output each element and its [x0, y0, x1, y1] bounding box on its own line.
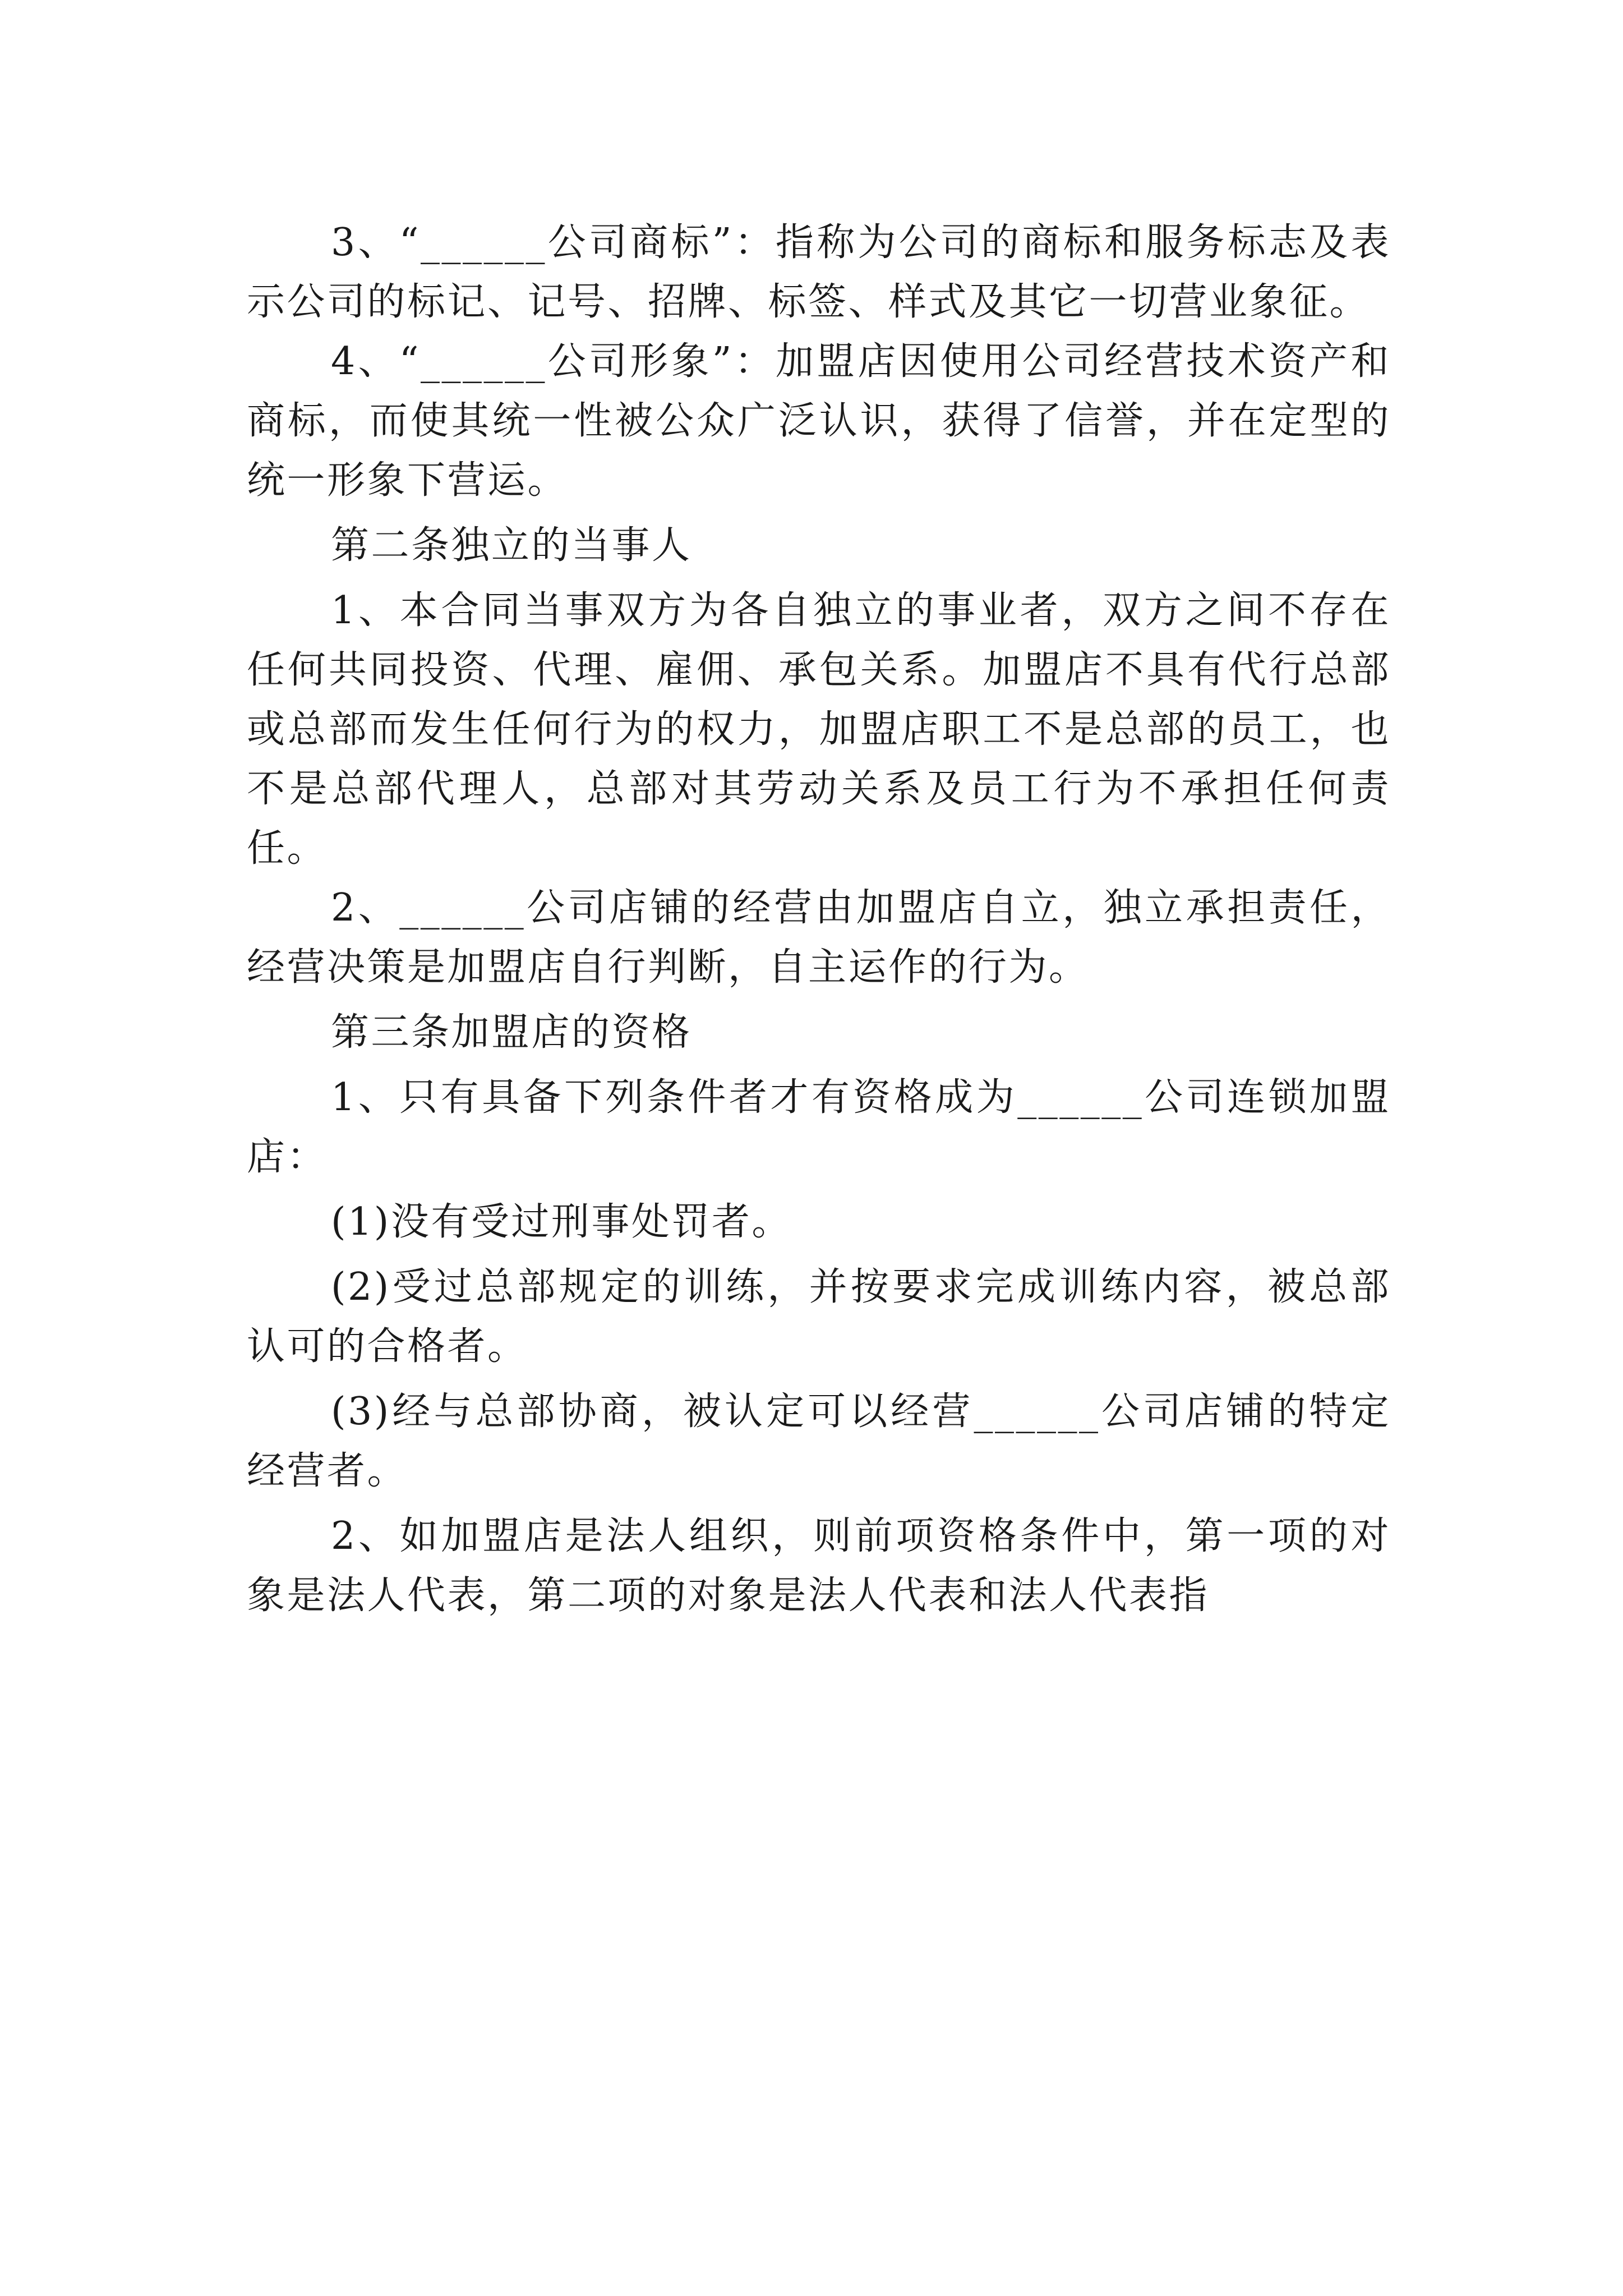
- definition-3-paragraph: 3、“______公司商标”：指称为公司的商标和服务标志及表示公司的标记、记号、招牌、标签、样式及其它一切营业象征。: [247, 220, 1391, 324]
- definition-4-paragraph: 4、“______公司形象”：加盟店因使用公司经营技术资产和商标，而使其统一性被公众广泛认识，获得了信誉，并在定型的统一形象下营运。: [247, 339, 1391, 503]
- document-body: [247, 213, 1391, 1626]
- article-3-item-1-paragraph: 1、只有具备下列条件者才有资格成为______公司连锁加盟店：: [247, 1075, 1391, 1179]
- article-2-heading: 第二条独立的当事人: [331, 523, 692, 568]
- article-3-condition-1: (1)没有受过刑事处罚者。: [331, 1200, 792, 1244]
- article-3-condition-3: (3)经与总部协商，被认定可以经营______公司店铺的特定经营者。: [247, 1389, 1391, 1493]
- article-3-item-2-paragraph: 2、如加盟店是法人组织，则前项资格条件中，第一项的对象是法人代表，第二项的对象是法人代表和法人代表指: [247, 1514, 1391, 1618]
- article-3-condition-2: (2)受过总部规定的训练，并按要求完成训练内容，被总部认可的合格者。: [247, 1265, 1391, 1369]
- article-3-heading: 第三条加盟店的资格: [331, 1010, 692, 1055]
- article-2-item-2-paragraph: 2、______公司店铺的经营由加盟店自立，独立承担责任，经营决策是加盟店自行判断，自主运作的行为。: [247, 886, 1391, 990]
- article-2-item-1-paragraph: 1、本合同当事双方为各自独立的事业者，双方之间不存在任何共同投资、代理、雇佣、承包关系。加盟店不具有代行总部或总部而发生任何行为的权力，加盟店职工不是总部的员工，也不是总部代理人，总部对其劳动关系及员工行为不承担任何责任。: [247, 588, 1391, 871]
